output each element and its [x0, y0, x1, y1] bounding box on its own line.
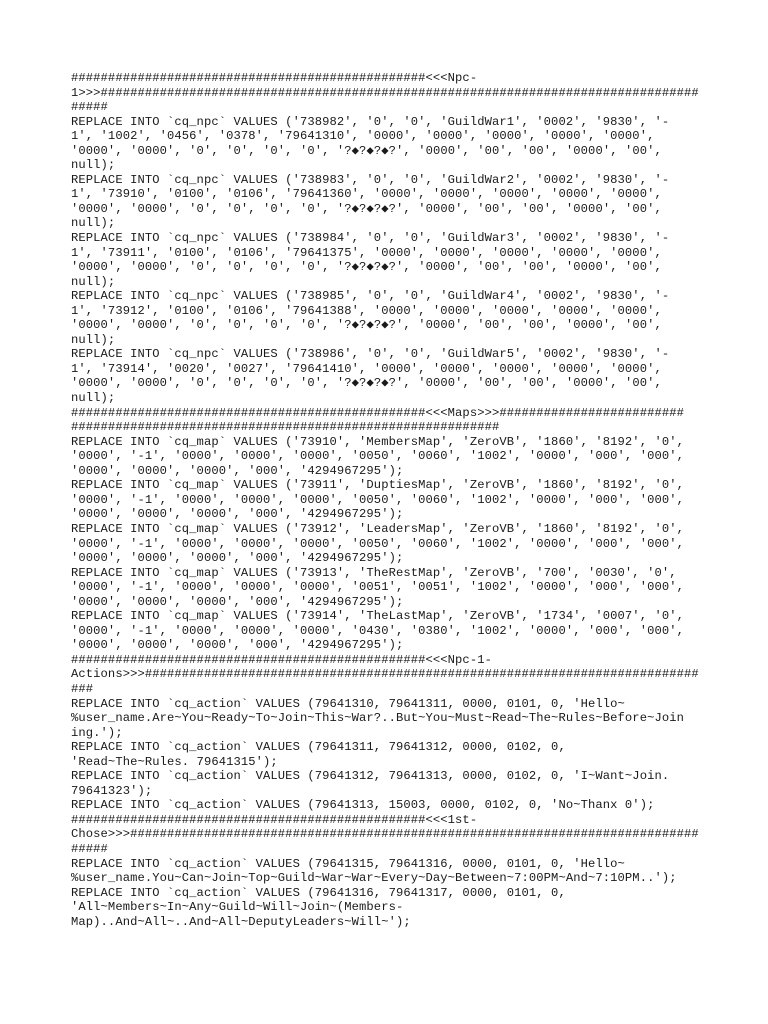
text-line: '0000', '0000', '0', '0', '0', '0', '?◆?◆?◆?', '0000', '00', '00', '0000', '00',: [71, 201, 662, 216]
text-line: 'All~Members~In~Any~Guild~Will~Join~(Members-: [71, 900, 404, 915]
document-body: [71, 71, 701, 929]
text-line: REPLACE INTO `cq_npc` VALUES ('738985', '0', '0', 'GuildWar4', '0002', '9830', '-: [71, 289, 670, 304]
text-line: REPLACE INTO `cq_action` VALUES (79641313, 15003, 0000, 0102, 0, 'No~Thanx 0');: [71, 798, 655, 813]
text-line: '0000', '-1', '0000', '0000', '0000', '0051', '0051', '1002', '0000', '000', '000',: [71, 580, 685, 595]
text-line: 1', '73914', '0020', '0027', '79641410', '0000', '0000', '0000', '0000', '0000',: [71, 361, 662, 376]
text-line: %user_name.You~Can~Join~Top~Guild~War~War~Every~Day~Between~7:00PM~And~7:10PM..');: [71, 871, 677, 886]
text-line: '0000', '-1', '0000', '0000', '0000', '0050', '0060', '1002', '0000', '000', '000',: [71, 492, 685, 507]
text-line: '0000', '-1', '0000', '0000', '0000', '0050', '0060', '1002', '0000', '000', '000',: [71, 536, 685, 551]
text-line: null);: [71, 391, 116, 406]
text-line: %user_name.Are~You~Ready~To~Join~This~War?..But~You~Must~Read~The~Rules~Before~Join: [71, 711, 685, 726]
text-line: '0000', '0000', '0', '0', '0', '0', '?◆?◆?◆?', '0000', '00', '00', '0000', '00',: [71, 143, 662, 158]
text-line: ###: [71, 681, 94, 696]
text-line: '0000', '-1', '0000', '0000', '0000', '0430', '0380', '1002', '0000', '000', '000',: [71, 623, 685, 638]
text-line: Actions>>>###########################################################################: [71, 667, 699, 682]
text-line: 'Read~The~Rules. 79641315');: [71, 754, 278, 769]
text-line: 1', '73910', '0100', '0106', '79641360', '0000', '0000', '0000', '0000', '0000',: [71, 187, 662, 202]
text-line: Map)..And~All~..And~All~DeputyLeaders~Will~');: [71, 914, 411, 929]
text-line: REPLACE INTO `cq_action` VALUES (79641315, 79641316, 0000, 0101, 0, 'Hello~: [71, 856, 625, 871]
text-line: 1', '73912', '0100', '0106', '79641388', '0000', '0000', '0000', '0000', '0000',: [71, 303, 662, 318]
text-line: '0000', '0000', '0000', '000', '4294967295');: [71, 507, 404, 522]
text-line: ing.');: [71, 725, 123, 740]
text-line: REPLACE INTO `cq_map` VALUES ('73913', 'TheRestMap', 'ZeroVB', '700', '0030', '0',: [71, 565, 677, 580]
text-line: 1', '1002', '0456', '0378', '79641310', '0000', '0000', '0000', '0000', '0000',: [71, 129, 655, 144]
text-line: REPLACE INTO `cq_action` VALUES (79641316, 79641317, 0000, 0101, 0,: [71, 885, 566, 900]
text-line: '0000', '0000', '0000', '000', '4294967295');: [71, 463, 404, 478]
text-line: null);: [71, 216, 116, 231]
text-line: '0000', '0000', '0000', '000', '4294967295');: [71, 551, 404, 566]
text-line: '0000', '0000', '0000', '000', '4294967295');: [71, 638, 404, 653]
text-line: ################################################<<<Maps>>>#########################: [71, 405, 685, 420]
text-line: null);: [71, 332, 116, 347]
text-line: ################################################<<<Npc-: [71, 71, 478, 85]
text-line: null);: [71, 158, 116, 173]
text-line: REPLACE INTO `cq_map` VALUES ('73910', 'MembersMap', 'ZeroVB', '1860', '8192', '0',: [71, 434, 685, 449]
text-line: '0000', '0000', '0', '0', '0', '0', '?◆?◆?◆?', '0000', '00', '00', '0000', '00',: [71, 376, 662, 391]
text-line: '0000', '0000', '0', '0', '0', '0', '?◆?◆?◆?', '0000', '00', '00', '0000', '00',: [71, 260, 662, 275]
text-line: 79641323');: [71, 783, 153, 798]
text-line: ################################################<<<Npc-1-: [71, 652, 492, 667]
text-line: REPLACE INTO `cq_npc` VALUES ('738986', '0', '0', 'GuildWar5', '0002', '9830', '-: [71, 347, 670, 362]
text-line: REPLACE INTO `cq_map` VALUES ('73911', 'DuptiesMap', 'ZeroVB', '1860', '8192', '0',: [71, 478, 685, 493]
text-line: #####: [71, 841, 108, 856]
text-line: REPLACE INTO `cq_map` VALUES ('73914', 'TheLastMap', 'ZeroVB', '1734', '0007', '0',: [71, 609, 685, 624]
text-line: REPLACE INTO `cq_action` VALUES (79641311, 79641312, 0000, 0102, 0,: [71, 740, 566, 755]
text-line: '0000', '-1', '0000', '0000', '0000', '0050', '0060', '1002', '0000', '000', '000',: [71, 449, 685, 464]
text-line: REPLACE INTO `cq_action` VALUES (79641312, 79641313, 0000, 0102, 0, 'I~Want~Join.: [71, 769, 670, 784]
text-line: ################################################<<<1st-: [71, 812, 478, 827]
text-line: REPLACE INTO `cq_npc` VALUES ('738982', '0', '0', 'GuildWar1', '0002', '9830', '-: [71, 114, 670, 129]
text-line: '0000', '0000', '0', '0', '0', '0', '?◆?◆?◆?', '0000', '00', '00', '0000', '00',: [71, 318, 662, 333]
text-line: Chose>>>#############################################################################: [71, 827, 699, 842]
text-line: REPLACE INTO `cq_npc` VALUES ('738984', '0', '0', 'GuildWar3', '0002', '9830', '-: [71, 231, 670, 246]
text-line: '0000', '0000', '0000', '000', '4294967295');: [71, 594, 404, 609]
text-line: null);: [71, 274, 116, 289]
text-line: 1', '73911', '0100', '0106', '79641375', '0000', '0000', '0000', '0000', '0000',: [71, 245, 662, 260]
text-line: ##########################################################: [71, 420, 500, 435]
text-line: #####: [71, 100, 108, 115]
text-line: REPLACE INTO `cq_action` VALUES (79641310, 79641311, 0000, 0101, 0, 'Hello~: [71, 696, 625, 711]
text-line: 1>>>#################################################################################: [71, 85, 699, 100]
text-line: REPLACE INTO `cq_map` VALUES ('73912', 'LeadersMap', 'ZeroVB', '1860', '8192', '0',: [71, 521, 685, 536]
text-line: REPLACE INTO `cq_npc` VALUES ('738983', '0', '0', 'GuildWar2', '0002', '9830', '-: [71, 172, 670, 187]
